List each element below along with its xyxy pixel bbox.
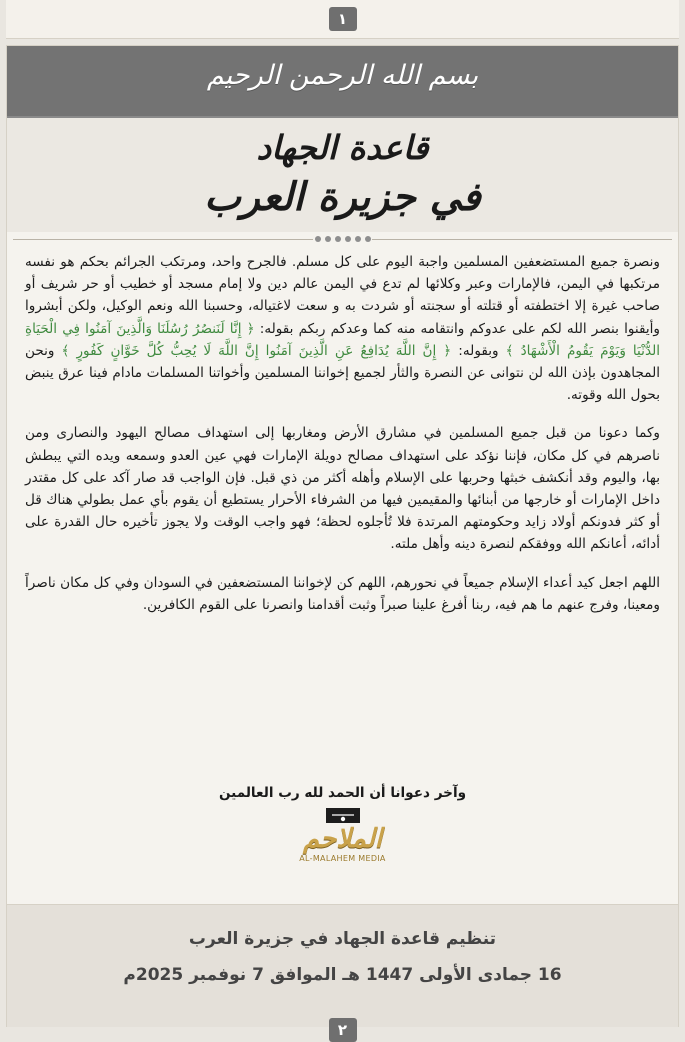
statement-body xyxy=(25,251,660,632)
previous-page-strip xyxy=(6,0,679,39)
organization-title-line2: في جزيرة العرب xyxy=(204,174,481,220)
header-divider xyxy=(7,234,678,246)
organization-title-line1: قاعدة الجهاد xyxy=(256,128,429,167)
flag-icon xyxy=(324,806,362,826)
footer-organization: تنظيم قاعدة الجهاد في جزيرة العرب xyxy=(188,929,497,949)
statement-page xyxy=(6,45,679,1039)
closing-line: وآخر دعوانا أن الحمد لله رب العالمين xyxy=(218,785,467,801)
body-paragraph xyxy=(25,251,660,406)
paragraph-text: وكما دعونا من قبل جميع المسلمين في مشارق الأرض ومغاربها إلى استهداف مصالح اليهود والنصارى ومن ناصرهم في كل مكان، فإننا نؤكد على استهداف مصالح دويلة الإمارات فهي عين العدو وسمعه ويده التي يبطش بها، واليوم وقد أنكشف خبثها وحربها على الإسلام وأهله أكثر من ذي قبل. فإن الواجب قد صار آكد على كل مقتدر داخل الإمارات أو خارجها من أبنائها والمقيمين فيها من الشرفاء الأحرار يستطيع أن يقوم بأي عمل بطولي هناك قل أو كثر فدونكم أولاد زايد وحكومتهم المرتدة فلا تُأجلوه لحظة؛ فهو واجب الوقت ولا يجوز تأخيره حال القدرة على أدائه، أعانكم الله ووفقكم لنصرة دينه وأهل ملته. xyxy=(25,425,660,553)
page-number-badge: ١ xyxy=(329,7,357,31)
paragraph-text: ونصرة جميع المستضعفين المسلمين واجبة اليوم على كل مسلم. فالجرح واحد، ومرتكب الجرائم بحكم هو نفسه مرتكبها في اليمن، فالإمارات وعبر وكلائها لم تدع في اليمن عالم دين ولا إمام مسجد أو خطيب أو حر شريف أو صاحب غيرة إلا اختطفته أو قتلته أو سجنته أو شردت به و سعت لاغتياله، وحسبنا الله ونعم الوكيل، ولكن أبشروا وأيقنوا بنصر الله لكم على عدوكم وانتقامه منه كما وعدكم ربكم بقوله: xyxy=(25,254,660,337)
logo-arabic-text: الملاحم xyxy=(302,824,383,854)
quran-verse: ﴿ إِنَّا لَنَنصُرُ رُسُلَنَا وَالَّذِينَ آمَنُوا فِي الْحَيَاةِ الدُّنْيَا وَيَوْمَ يَقُومُ الْأَشْهَادُ ﴾ xyxy=(25,320,661,359)
statement-header xyxy=(7,46,678,232)
paragraph-text: ونحن المجاهدون بإذن الله لن نتوانى عن النصرة والثأر لجميع إخواننا المسلمين وأخواتنا المسلمات مادام فينا عرق ينبض بحول الله وقوته. xyxy=(25,342,660,404)
body-paragraph xyxy=(25,572,660,616)
paragraph-text: وبقوله: xyxy=(451,342,506,359)
statement-footer xyxy=(7,904,678,1039)
body-paragraph xyxy=(25,422,660,555)
page-number-badge: ٢ xyxy=(329,1018,357,1042)
basmala-calligraphy: بسم الله الرحمن الرحيم xyxy=(206,60,479,91)
basmala-band xyxy=(7,46,678,118)
footer-date: 16 جمادى الأولى 1447 هـ الموافق 7 نوفمبر 2025م xyxy=(123,965,562,985)
al-malahem-logo xyxy=(283,806,403,902)
logo-latin-text: AL-MALAHEM MEDIA xyxy=(299,854,386,863)
paragraph-text: اللهم اجعل كيد أعداء الإسلام جميعاً في نحورهم، اللهم كن لإخواننا المستضعفين في السودان وفي كل مكان ناصراً ومعينا، وفرج عنهم ما هم فيه، ربنا أفرغ علينا صبراً وثبت أقدامنا وانصرنا على القوم الكافرين. xyxy=(25,574,660,613)
divider-dots xyxy=(315,236,371,242)
quran-verse: ﴿ إِنَّ اللَّهَ يُدَافِعُ عَنِ الَّذِينَ آمَنُوا إِنَّ اللَّهَ لَا يُحِبُّ كُلَّ خَوَّانٍ كَفُورٍ ﴾ xyxy=(61,342,452,359)
